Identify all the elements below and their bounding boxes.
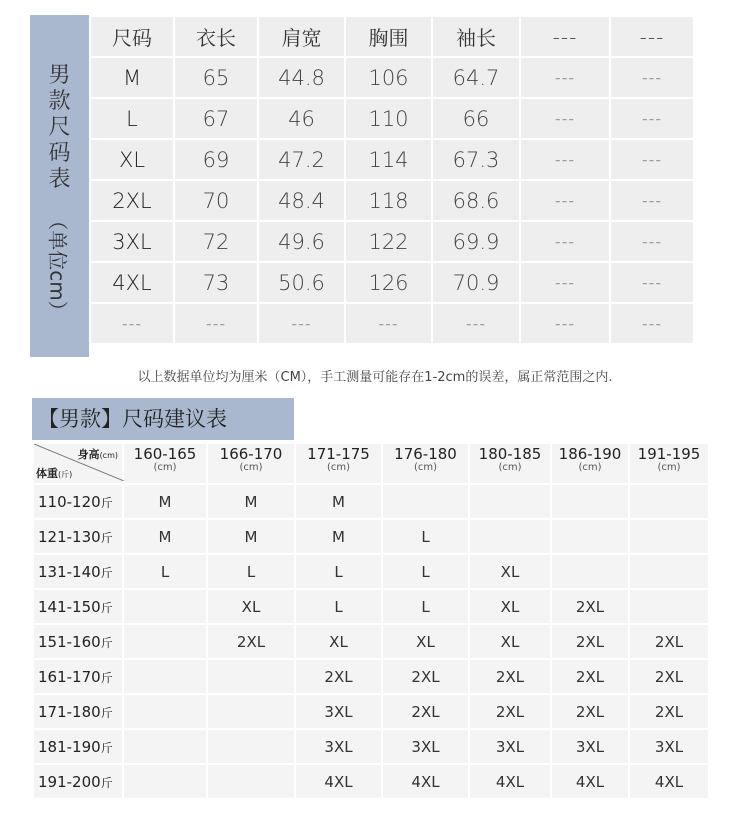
recommend-row: [33, 659, 709, 694]
recommend-size-cell: 3XL: [295, 729, 382, 764]
size-value-cell: 65: [174, 57, 258, 98]
height-range: 166-170: [219, 445, 283, 463]
size-value-cell: 106: [345, 57, 432, 98]
recommend-row: [33, 694, 709, 729]
recommend-size-cell: L: [295, 589, 382, 624]
size-value-cell: 70.9: [432, 262, 520, 303]
size-value-cell: ---: [345, 303, 432, 344]
height-unit: (cm): [153, 462, 177, 473]
size-value-cell: ---: [520, 180, 610, 221]
recommend-size-cell: [469, 519, 551, 554]
recommend-table: [32, 442, 710, 800]
size-value-cell: ---: [610, 139, 694, 180]
recommend-row: [33, 764, 709, 799]
size-value-cell: ---: [432, 303, 520, 344]
size-header-cell: 袖长: [432, 16, 520, 57]
size-row: [90, 303, 694, 344]
recommend-size-cell: [551, 554, 629, 589]
recommend-size-cell: 2XL: [207, 624, 295, 659]
side-label-char: 男: [48, 63, 71, 88]
size-row: [90, 180, 694, 221]
size-header-cell: 肩宽: [258, 16, 345, 57]
size-label-cell: ---: [90, 303, 174, 344]
recommend-size-cell: 2XL: [551, 659, 629, 694]
size-value-cell: 122: [345, 221, 432, 262]
recommend-size-cell: [123, 659, 207, 694]
recommend-size-cell: 4XL: [629, 764, 709, 799]
size-value-cell: 118: [345, 180, 432, 221]
recommend-size-cell: L: [295, 554, 382, 589]
recommend-size-cell: XL: [207, 589, 295, 624]
recommend-size-cell: XL: [295, 624, 382, 659]
recommend-size-cell: 2XL: [469, 694, 551, 729]
height-header-cell: [207, 443, 295, 484]
measurement-note: 以上数据单位均为厘米（CM），手工测量可能存在1-2cm的误差，属正常范围之内.: [137, 370, 613, 385]
recommend-size-cell: 2XL: [469, 659, 551, 694]
height-range: 176-180: [394, 445, 457, 463]
size-value-cell: ---: [610, 262, 694, 303]
size-label-cell: 2XL: [90, 180, 174, 221]
weight-cell: 181-190斤: [33, 729, 123, 764]
size-row: [90, 221, 694, 262]
recommend-header-row: [33, 443, 709, 484]
recommend-size-cell: [629, 554, 709, 589]
size-header-cell: 尺码: [90, 16, 174, 57]
height-unit: (cm): [326, 462, 351, 473]
size-row: [90, 57, 694, 98]
recommend-size-cell: [123, 694, 207, 729]
recommend-size-cell: [551, 519, 629, 554]
recommend-size-cell: 4XL: [551, 764, 629, 799]
recommend-size-cell: L: [382, 589, 469, 624]
size-value-cell: 67: [174, 98, 258, 139]
size-value-cell: 72: [174, 221, 258, 262]
recommend-size-cell: L: [382, 519, 469, 554]
side-label-char: 款: [48, 89, 71, 114]
recommend-size-cell: [123, 589, 207, 624]
size-label-cell: 4XL: [90, 262, 174, 303]
size-value-cell: ---: [174, 303, 258, 344]
size-value-cell: 73: [174, 262, 258, 303]
recommend-size-cell: 2XL: [295, 659, 382, 694]
recommend-size-cell: L: [207, 554, 295, 589]
height-header-cell: [123, 443, 207, 484]
recommend-size-cell: 4XL: [295, 764, 382, 799]
recommend-size-cell: 4XL: [469, 764, 551, 799]
size-value-cell: ---: [520, 221, 610, 262]
size-value-cell: 64.7: [432, 57, 520, 98]
recommend-row: [33, 554, 709, 589]
recommend-size-cell: [123, 764, 207, 799]
recommend-size-cell: 2XL: [629, 659, 709, 694]
size-row: [90, 98, 694, 139]
size-chart-side-label: [30, 15, 89, 357]
size-value-cell: 67.3: [432, 139, 520, 180]
recommend-size-cell: XL: [469, 624, 551, 659]
recommend-size-cell: [629, 589, 709, 624]
recommend-size-cell: 3XL: [629, 729, 709, 764]
weight-cell: 141-150斤: [33, 589, 123, 624]
corner-weight-label: 体重(斤): [36, 467, 73, 480]
side-label-unit: （单位cm）: [46, 209, 71, 321]
recommend-title: 【男款】尺码建议表: [32, 398, 294, 440]
recommend-size-cell: L: [123, 554, 207, 589]
weight-cell: 161-170斤: [33, 659, 123, 694]
recommend-row: [33, 589, 709, 624]
recommend-size-cell: [551, 484, 629, 519]
weight-cell: 121-130斤: [33, 519, 123, 554]
recommend-size-cell: 2XL: [382, 659, 469, 694]
height-header-cell: [295, 443, 382, 484]
recommend-size-cell: M: [295, 519, 382, 554]
size-value-cell: 50.6: [258, 262, 345, 303]
size-value-cell: 69.9: [432, 221, 520, 262]
weight-cell: 191-200斤: [33, 764, 123, 799]
size-value-cell: ---: [258, 303, 345, 344]
recommend-size-cell: M: [123, 484, 207, 519]
size-value-cell: 70: [174, 180, 258, 221]
size-value-cell: ---: [610, 303, 694, 344]
height-range: 186-190: [558, 445, 622, 463]
height-header-cell: [382, 443, 469, 484]
height-unit: (cm): [578, 462, 602, 473]
corner-cell: [33, 443, 123, 484]
side-label-char: 尺: [48, 115, 71, 140]
height-header-cell: [551, 443, 629, 484]
recommend-size-cell: 3XL: [295, 694, 382, 729]
size-value-cell: ---: [610, 98, 694, 139]
height-range: 160-165: [133, 445, 197, 463]
height-range: 191-195: [637, 445, 701, 463]
size-row: [90, 139, 694, 180]
size-value-cell: ---: [520, 98, 610, 139]
recommend-size-cell: XL: [469, 589, 551, 624]
size-value-cell: ---: [610, 221, 694, 262]
recommend-size-cell: [629, 484, 709, 519]
size-value-cell: 66: [432, 98, 520, 139]
recommend-size-cell: 2XL: [551, 694, 629, 729]
height-header-cell: [629, 443, 709, 484]
size-value-cell: ---: [520, 303, 610, 344]
recommend-size-cell: 4XL: [382, 764, 469, 799]
recommend-size-cell: [123, 729, 207, 764]
size-value-cell: 114: [345, 139, 432, 180]
recommend-size-cell: 2XL: [382, 694, 469, 729]
size-header-cell: ---: [520, 16, 610, 57]
size-value-cell: 48.4: [258, 180, 345, 221]
size-table: [89, 15, 695, 345]
recommend-row: [33, 624, 709, 659]
recommend-size-cell: [469, 484, 551, 519]
recommend-size-cell: [382, 484, 469, 519]
recommend-size-cell: 2XL: [551, 589, 629, 624]
recommend-size-cell: M: [123, 519, 207, 554]
recommend-size-cell: [207, 694, 295, 729]
size-header-cell: 衣长: [174, 16, 258, 57]
size-chart: [30, 15, 713, 357]
size-value-cell: 44.8: [258, 57, 345, 98]
size-value-cell: 110: [345, 98, 432, 139]
weight-cell: 151-160斤: [33, 624, 123, 659]
recommend-size-cell: M: [207, 519, 295, 554]
recommend-size-cell: 2XL: [629, 694, 709, 729]
recommend-size-cell: XL: [469, 554, 551, 589]
recommend-size-cell: 3XL: [551, 729, 629, 764]
height-unit: (cm): [498, 462, 522, 473]
size-label-cell: L: [90, 98, 174, 139]
size-value-cell: ---: [520, 262, 610, 303]
size-header-row: [90, 16, 694, 57]
recommend-row: [33, 729, 709, 764]
recommend-size-cell: XL: [382, 624, 469, 659]
size-value-cell: ---: [610, 180, 694, 221]
side-label-main: [30, 63, 89, 193]
side-label-char: 表: [48, 167, 71, 192]
corner-height-label: 身高(cm): [77, 448, 118, 461]
size-value-cell: 126: [345, 262, 432, 303]
recommend-row: [33, 484, 709, 519]
height-range: 171-175: [307, 445, 370, 463]
recommend-size-cell: 2XL: [629, 624, 709, 659]
weight-cell: 171-180斤: [33, 694, 123, 729]
recommend-size-cell: [629, 519, 709, 554]
recommend-size-cell: [123, 624, 207, 659]
height-unit: (cm): [239, 462, 263, 473]
size-value-cell: 46: [258, 98, 345, 139]
size-value-cell: 69: [174, 139, 258, 180]
size-label-cell: 3XL: [90, 221, 174, 262]
size-value-cell: ---: [610, 57, 694, 98]
size-value-cell: 49.6: [258, 221, 345, 262]
size-value-cell: ---: [520, 57, 610, 98]
recommend-size-cell: [207, 729, 295, 764]
size-row: [90, 262, 694, 303]
weight-cell: 131-140斤: [33, 554, 123, 589]
weight-cell: 110-120斤: [33, 484, 123, 519]
recommend-size-cell: L: [382, 554, 469, 589]
recommend-size-cell: 2XL: [551, 624, 629, 659]
recommend-row: [33, 519, 709, 554]
recommend-size-cell: [207, 659, 295, 694]
recommend-size-cell: 3XL: [382, 729, 469, 764]
size-value-cell: ---: [520, 139, 610, 180]
recommend-size-cell: [207, 764, 295, 799]
size-label-cell: M: [90, 57, 174, 98]
height-unit: (cm): [657, 462, 681, 473]
side-label-char: 码: [48, 141, 71, 166]
recommend-size-cell: M: [295, 484, 382, 519]
height-header-cell: [469, 443, 551, 484]
recommend-size-cell: M: [207, 484, 295, 519]
size-header-cell: ---: [610, 16, 694, 57]
height-range: 180-185: [478, 445, 542, 463]
size-label-cell: XL: [90, 139, 174, 180]
height-unit: (cm): [413, 462, 438, 473]
size-value-cell: 47.2: [258, 139, 345, 180]
size-header-cell: 胸围: [345, 16, 432, 57]
recommend-size-cell: 3XL: [469, 729, 551, 764]
size-value-cell: 68.6: [432, 180, 520, 221]
